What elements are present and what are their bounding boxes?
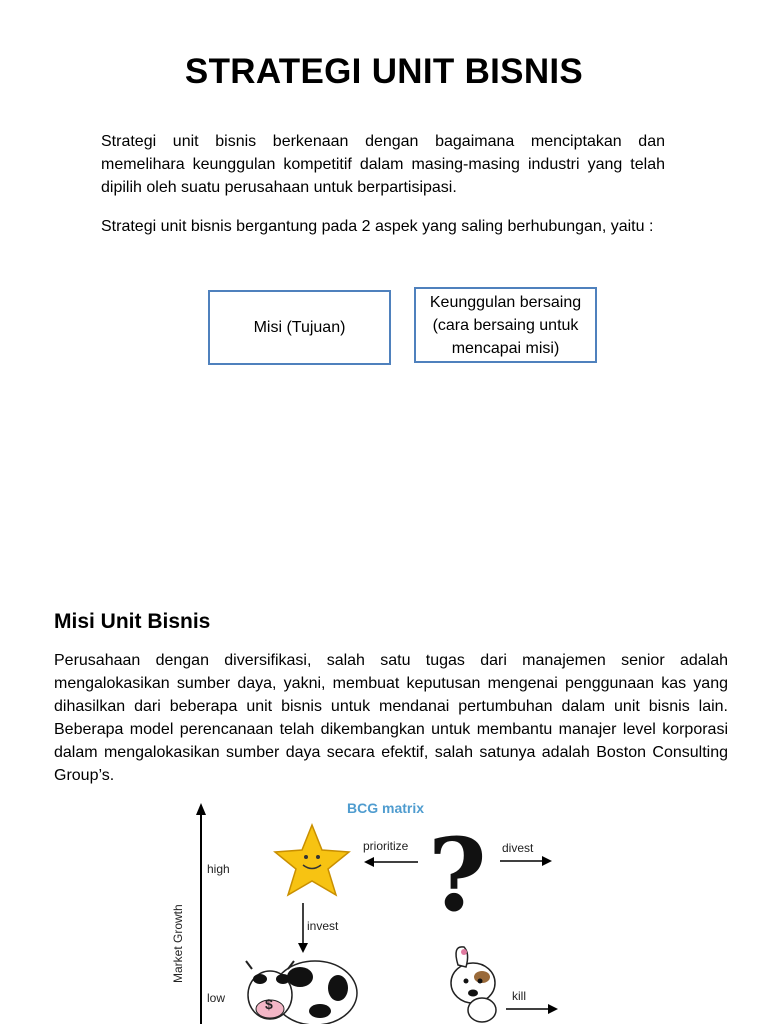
mission-box-label: Misi (Tujuan)	[253, 319, 346, 336]
page-title: STRATEGI UNIT BISNIS	[184, 52, 584, 91]
cash-cow-icon	[246, 961, 357, 1024]
intro-paragraph-1: Strategi unit bisnis berkenaan dengan bagaimana menciptakan dan memelihara keunggulan kompetitif dalam masing-masing industri yang telah dipilih oleh suatu perusahaan untuk berpartisipasi.	[101, 133, 665, 196]
mission-box	[208, 290, 391, 365]
label-high: high	[207, 862, 230, 876]
axis-arrowhead-icon	[196, 803, 206, 815]
intro-paragraph-2: Strategi unit bisnis bergantung pada 2 aspek yang saling berhubungan, yaitu :	[101, 218, 654, 235]
label-divest: divest	[502, 841, 534, 855]
star-icon	[275, 825, 349, 895]
label-kill: kill	[512, 989, 526, 1003]
section-paragraph: Perusahaan dengan diversifikasi, salah satu tugas dari manajemen senior adalah mengalokasikan sumber daya, yakni, membuat keputusan mengenai penggunaan kas yang dihasilkan dari beberapa unit bisnis untuk mendanai pertumbuhan dalam unit bisnis lain. Beberapa model perencanaan telah dikembangkan untuk membantu manajer level korporasi dalam mengalokasikan sumber daya secara efektif, salah satunya adalah Boston Consulting Group’s.	[54, 652, 728, 784]
label-invest: invest	[307, 919, 339, 933]
competitive-advantage-box-label: Keunggulan bersaing (cara bersaing untuk mencapai misi)	[429, 293, 582, 357]
axis-label: Market Growth	[171, 904, 185, 983]
star-eye-left-icon	[304, 855, 308, 859]
bcg-matrix-figure	[160, 795, 580, 1024]
star-eye-right-icon	[316, 855, 320, 859]
label-prioritize: prioritize	[363, 839, 409, 853]
prioritize-arrowhead-icon	[364, 857, 374, 867]
section-heading: Misi Unit Bisnis	[54, 610, 211, 633]
competitive-advantage-box	[414, 287, 597, 363]
label-low: low	[207, 991, 226, 1005]
dog-icon	[451, 947, 496, 1022]
dollar-sign-icon: $	[265, 996, 273, 1012]
question-mark-icon: ?	[428, 816, 487, 934]
invest-arrowhead-icon	[298, 943, 308, 953]
divest-arrowhead-icon	[542, 856, 552, 866]
bcg-title: BCG matrix	[347, 800, 425, 816]
kill-arrowhead-icon	[548, 1004, 558, 1014]
